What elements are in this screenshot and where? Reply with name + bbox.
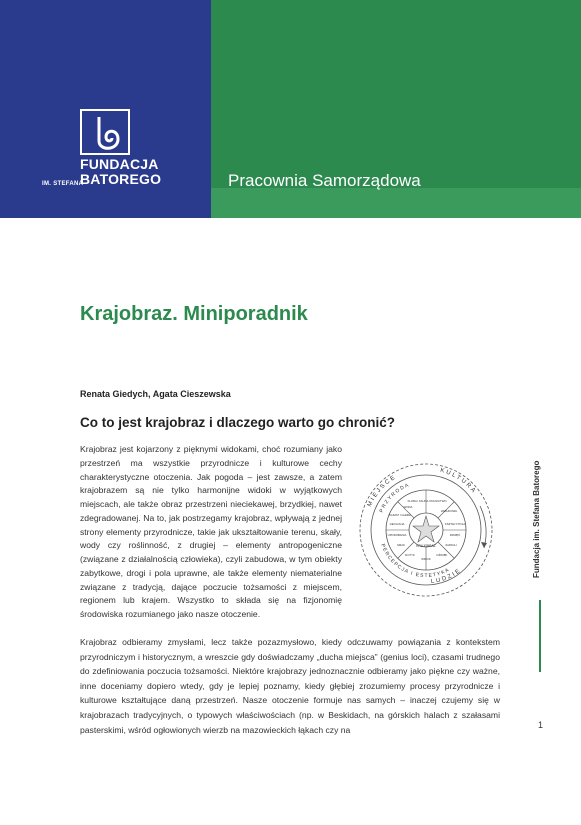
logo-name-line1: FUNDACJA — [80, 156, 159, 172]
diagram-segment: WODA — [403, 505, 413, 509]
sidebar-green-line — [539, 600, 541, 672]
diagram-outer-bottom: LUDZIE — [430, 567, 463, 586]
diagram-segment: SMAK — [397, 543, 405, 547]
header-green-stripe — [211, 188, 581, 218]
diagram-segment: ZABUDOWA — [440, 509, 458, 513]
paragraph-1: Krajobraz jest kojarzony z pięknymi widokami, choć rozumiany jako przestrzeń ma wszystkie przyrodnicze i kulturowe cechy charakterystyczne otoczenia. Jak pogoda – jest zawsze, a zatem krajobrazem są nie tylko harmonijne widoki w wyjątkowych miejscach, ale także obraz przestrzeni nieciekawej, brzydkiej, nawet zdegradowanej. Na to, jak postrzegamy krajobraz, wpływają z jednej strony elementy przyrodnicze, takie jak ukształtowanie terenu, skały, wody czy roślinność, z drugiej – elementy antropogeniczne (związane z działalnością człowieka), czyli zabudowa, w tym obiekty zabytkowe, drogi i pola uprawne, ale także elementy niematerialne związane z tradycją, dające poczucie tożsamości z miejscem, regionem lub krajem. Wszystko to składa się na fizjonomię środowiska rozumianego jako nasze otoczenie. — [80, 444, 342, 619]
diagram-center: KRAJOBRAZ — [416, 544, 436, 548]
diagram-segment: DOTYK — [405, 553, 415, 557]
diagram-segment: KLIMAT I GLEBA — [389, 513, 411, 517]
diagram-middle-bottom: PERCEPCJA I ESTETYKA — [379, 543, 452, 580]
landscape-wheel-diagram — [352, 456, 500, 604]
svg-text:KULTURA — [439, 468, 477, 496]
diagram-outer-right: KULTURA — [439, 467, 478, 496]
document-title: Krajobraz. Miniporadnik — [80, 303, 308, 325]
page-number: 1 — [538, 720, 544, 730]
section-title: Pracownia Samorządowa — [228, 171, 421, 190]
section-subheading: Co to jest krajobraz i dlaczego warto go chronić? — [80, 415, 396, 430]
diagram-segment: DŹWIĘK — [436, 553, 448, 557]
diagram-middle-top: PRZYRODA — [378, 482, 411, 514]
diagram-segment: UPODOBANIA — [387, 533, 407, 537]
fundacja-logo-icon — [80, 109, 130, 155]
diagram-segment: WIDOK — [421, 557, 431, 561]
logo-small-text: IM. STEFANA — [42, 181, 84, 187]
diagram-segment: ROLNICTWO — [429, 499, 447, 503]
logo-name-line2: BATOREGO — [80, 171, 162, 187]
diagram-segment: PAMIĘĆ — [449, 533, 461, 537]
diagram-segment: ZAPACH — [445, 543, 457, 547]
diagram-segment: FLORA I FAUNA — [407, 499, 429, 503]
sidebar-vertical-text: Fundacja im. Stefana Batorego — [532, 460, 541, 578]
authors: Renata Giedych, Agata Cieszewska — [80, 389, 231, 399]
diagram-outer-left: MIEJSCE — [366, 474, 398, 508]
diagram-segment: GEOLOGIA — [389, 522, 405, 526]
diagram-segment: KSZTAŁT POLA — [444, 522, 466, 526]
paragraph-2: Krajobraz odbieramy zmysłami, lecz także pozazmysłowo, kiedy odczuwamy powiązania z kontekstem przyrodniczym i historycznym, a wreszcie gdy doświadczamy „ducha miejsca” (genius loci), czasami trudnego do zdefiniowania poczucia tożsamości. Niektóre krajobrazy jednoznacznie odbieramy jako piękne czy ważne, inne doceniamy dopiero wtedy, gdy je lepiej poznamy, kiedy głębiej zrozumiemy procesy przyrodnicze i kulturowe kształtujące daną przestrzeń. Nasze otoczenie formuje nas samych – inaczej czujemy się w krajobrazach tradycyjnych, o typowych właściwościach (np. w Beskidach, na górskich halach z szałasami pasterskimi, wśród ogłowionych wierzb na mazowieckich łąkach czy na — [80, 637, 500, 735]
